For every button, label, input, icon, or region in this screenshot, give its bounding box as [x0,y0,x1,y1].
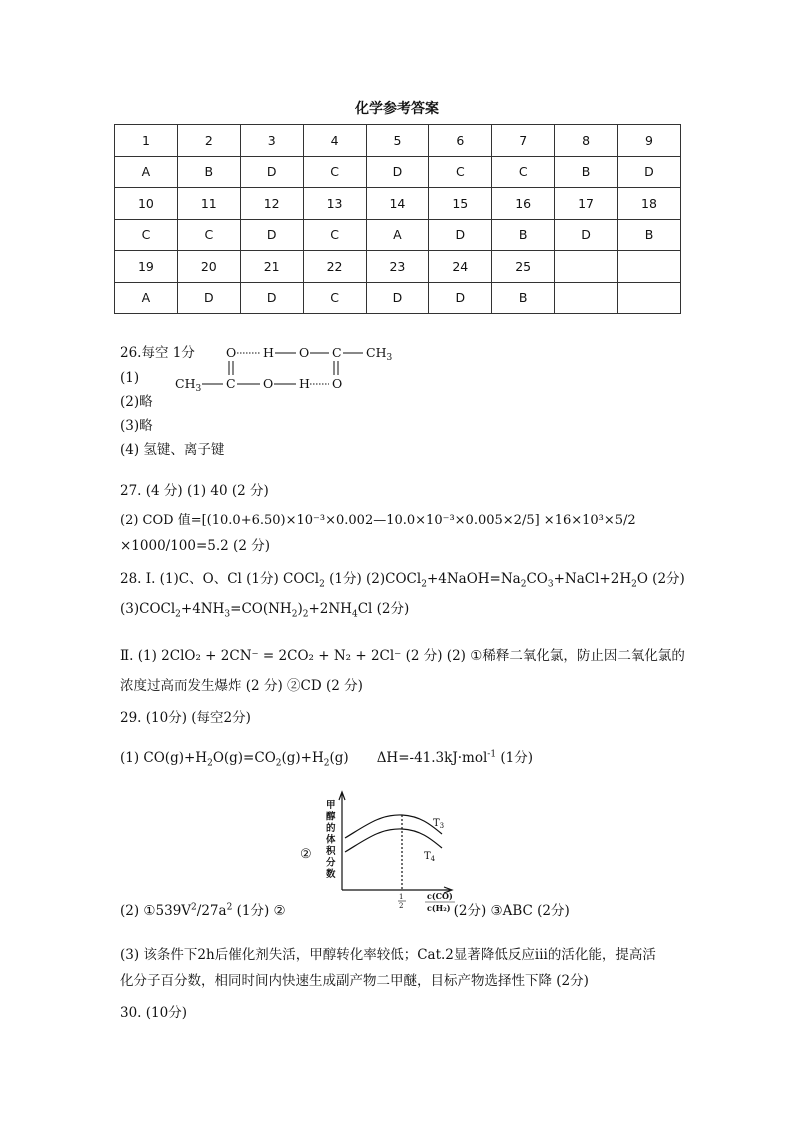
table-row [115,188,681,220]
q29-header: 29. (10分) (每空2分) [120,710,251,726]
table-cell: D [240,156,303,188]
table-cell: B [492,219,555,251]
x-tick-num: 1 [399,893,404,901]
table-cell: C [303,219,366,251]
y-label-char: 积 [326,846,336,857]
table-cell: 19 [115,251,178,283]
q28-ii-line2: 浓度过高而发生爆炸 (2 分) ②CD (2 分) [120,678,363,694]
table-cell: C [303,282,366,314]
table-cell: C [429,156,492,188]
answer-table [114,124,681,314]
q28-line1: 28. Ⅰ. (1)C、O、Cl (1分) COCl$_2$ (1分) $(2)COCl_2+4NaOH=Na_2CO_3+NaCl+2H_2O$ (2分) [120,571,685,590]
table-cell: D [240,282,303,314]
struct-bot-ch3: $CH_3$ [175,376,202,394]
q26-item2: (2)略 [120,394,153,410]
table-row [115,125,681,157]
q28-ii-line1: Ⅱ. (1) 2ClO₂ + 2CN⁻ = 2CO₂ + N₂ + 2Cl⁻ (2 分) (2) ①稀释二氧化氯，防止因二氧化氯的 [120,648,685,664]
table-cell: D [429,219,492,251]
q26-item3: (3)略 [120,418,153,434]
struct-bot-o: O [263,376,274,391]
table-row [115,282,681,314]
table-cell: 13 [303,188,366,220]
table-cell: 14 [366,188,429,220]
table-cell: D [366,156,429,188]
table-cell: 7 [492,125,555,157]
table-cell: 16 [492,188,555,220]
struct-top-o2: O [299,345,310,360]
table-cell: 18 [618,188,681,220]
struct-bot-o2: O [332,376,343,391]
table-cell [618,251,681,283]
table-cell: 6 [429,125,492,157]
y-label-char: 甲 [326,800,336,811]
x-label-num: c(CO) [427,891,453,901]
q26-header: 26.每空 1分 [120,345,195,361]
table-row [115,219,681,251]
table-cell: A [366,219,429,251]
table-cell: C [492,156,555,188]
q29-part3-line2: 化分子百分数，相同时间内快速生成副产物二甲醚，目标产物选择性下降 (2分) [120,973,589,989]
q30-header: 30. (10分) [120,1005,187,1021]
table-cell [555,251,618,283]
table-row [115,251,681,283]
table-cell: 21 [240,251,303,283]
y-label-char: 体 [326,834,336,846]
table-cell: A [115,282,178,314]
table-cell: 22 [303,251,366,283]
table-cell: B [177,156,240,188]
table-cell: B [555,156,618,188]
struct-top-o: O [226,345,237,360]
table-cell: 25 [492,251,555,283]
y-label-char: 数 [326,869,336,880]
table-cell: 8 [555,125,618,157]
q29-part3-line1: (3) 该条件下2h后催化剂失活，甲醇转化率较低；Cat.2显著降低反应ⅲ的活化能，提高活 [120,947,656,963]
label-t4: $T_4$ [424,851,436,863]
table-cell: D [618,156,681,188]
table-row [115,156,681,188]
q29-part2: (2) $①539V^2/27a^2$ (1分) ② (2分) ③ABC (2分) [120,902,570,919]
x-label-den: c(H₂) [427,903,451,913]
y-label-char: 的 [326,823,336,834]
y-label-char: 醇 [326,811,336,823]
graph-circle-label: ② [300,847,312,862]
y-label-char: 分 [326,857,336,869]
dimer-structure [170,340,400,395]
q29-part1: (1) $CO(g)+H_2O(g)=CO_2(g)+H_2(g)$ ΔH=-41.3kJ·mol$^{-1}$ (1分) [120,749,533,769]
q27-line1: 27. (4 分) (1) 40 (2 分) [120,483,269,499]
table-cell: D [555,219,618,251]
table-cell: 1 [115,125,178,157]
table-cell: 15 [429,188,492,220]
table-cell: B [492,282,555,314]
struct-bot-h: H [299,376,310,391]
table-cell: C [303,156,366,188]
table-cell: 12 [240,188,303,220]
table-cell: 24 [429,251,492,283]
table-cell: A [115,156,178,188]
table-cell: D [240,219,303,251]
q27-line2: (2) COD 值=[(10.0+6.50)×10⁻³×0.002—10.0×10⁻³×0.005×2/5] ×16×10³×5/2 [120,513,636,528]
q28-line2: $(3)COCl_2+4NH_3=CO(NH_2)_2+2NH_4Cl$ (2分) [120,601,410,620]
table-cell: 4 [303,125,366,157]
table-cell: 3 [240,125,303,157]
struct-bot-c: C [226,376,236,391]
table-cell: D [366,282,429,314]
table-cell [555,282,618,314]
table-cell: 11 [177,188,240,220]
table-cell: 2 [177,125,240,157]
q26-item4: (4) 氢键、离子键 [120,442,225,458]
struct-top-ch3: $CH_3$ [366,345,393,363]
table-cell: C [177,219,240,251]
table-cell: D [429,282,492,314]
q27-line3: ×1000/100=5.2 (2 分) [120,538,270,554]
table-cell: 23 [366,251,429,283]
curve-t3 [345,815,445,838]
y-axis-label [325,800,336,880]
curve-t4 [345,829,442,852]
table-cell: 9 [618,125,681,157]
table-cell: 20 [177,251,240,283]
q26-item1: (1) [120,370,140,386]
struct-top-c: C [332,345,342,360]
methanol-volume-graph [290,786,480,916]
label-t3: $T_3$ [433,818,445,830]
table-cell: C [115,219,178,251]
table-cell: 17 [555,188,618,220]
x-tick-den: 2 [399,902,404,910]
table-cell: 5 [366,125,429,157]
struct-top-h: H [263,345,274,360]
table-cell: 10 [115,188,178,220]
table-cell [618,282,681,314]
page-title: 化学参考答案 [355,101,439,117]
table-cell: D [177,282,240,314]
table-cell: B [618,219,681,251]
